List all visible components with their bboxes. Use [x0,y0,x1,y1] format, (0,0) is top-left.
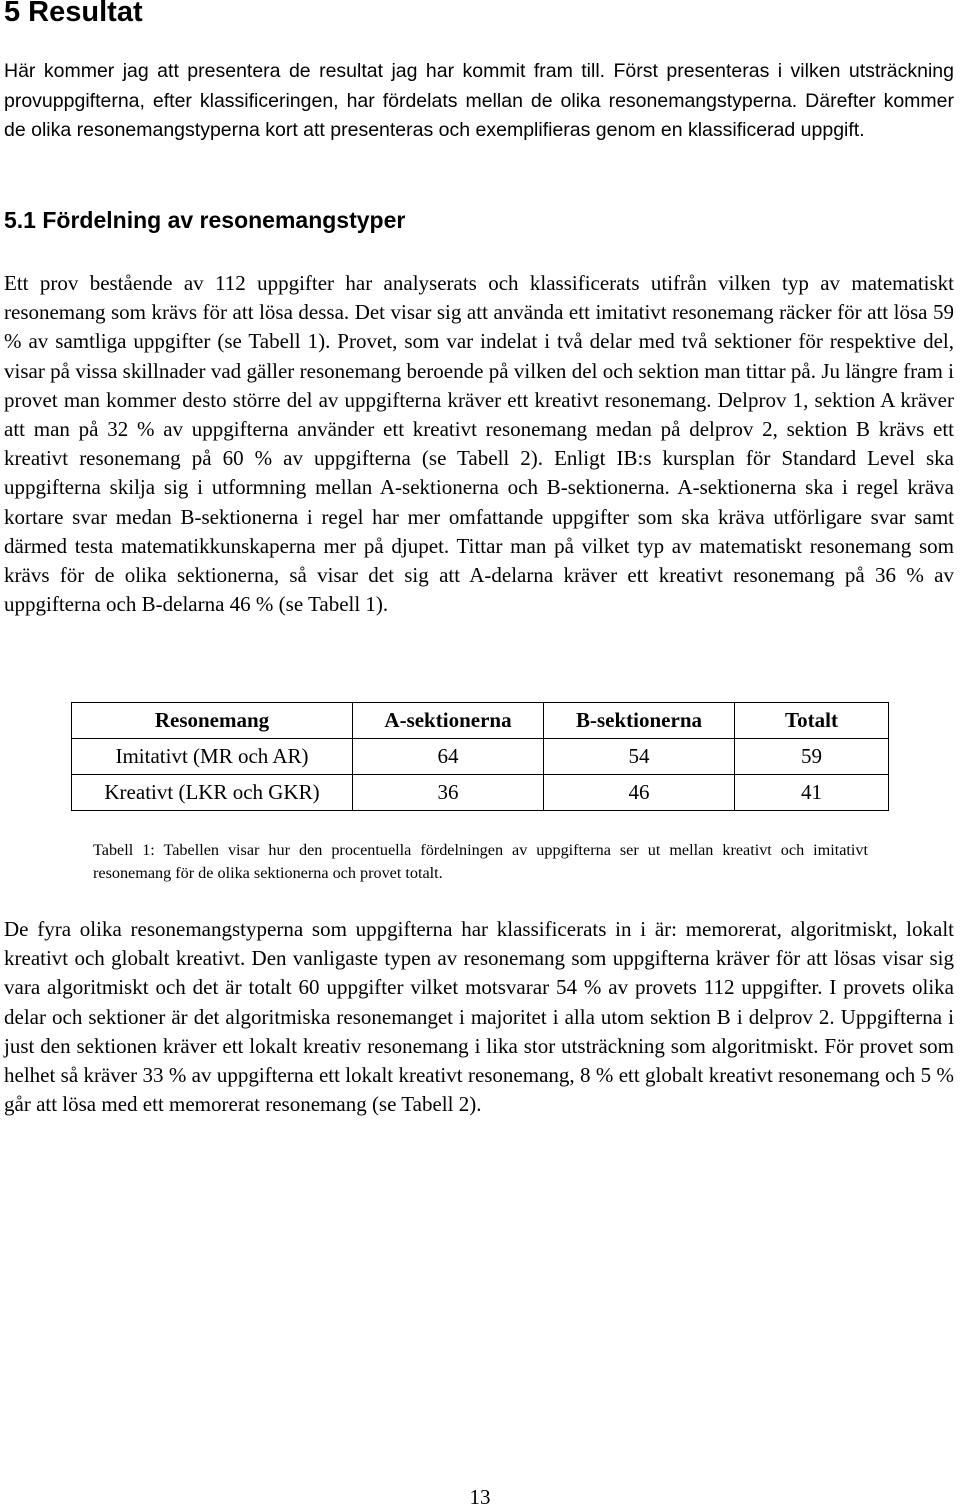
table-cell: 36 [353,775,544,811]
subsection-heading: 5.1 Fördelning av resonemangstyper [4,207,406,233]
table-header-cell: A-sektionerna [353,703,544,739]
table-row [72,775,889,811]
table-cell: 46 [544,775,735,811]
table-header-cell: Resonemang [72,703,353,739]
section-heading: 5 Resultat [4,0,143,28]
table-caption: Tabell 1: Tabellen visar hur den procentuella fördelningen av uppgifterna ser ut mellan kreativt och imitativt resonemang för de olika sektionerna och provet totalt. [93,841,868,882]
table-header-row [72,703,889,739]
table-cell: 59 [735,739,889,775]
table-cell: 41 [735,775,889,811]
body-paragraph-2: De fyra olika resonemangstyperna som uppgifterna har klassificerats in i är: memorerat, algoritmiskt, lokalt kreativt och globalt kreativt. Den vanligaste typen av resonemang som uppgifterna kräver för att lösas visar sig vara algoritmiskt och det är totalt 60 uppgifter vilket motsvarar 54 % av provets 112 uppgifter. I provets olika delar och sektioner är det algoritmiska resonemanget i majoritet i alla utom sektion B i delprov 2. Uppgifterna i just den sektionen kräver ett lokalt kreativ resonemang i lika stor utsträckning som algoritmiskt. För provet som helhet så kräver 33 % av uppgifterna ett lokalt kreativt resonemang, 8 % ett globalt kreativt resonemang och 5 % går att lösa med ett memorerat resonemang (se Tabell 2). [4,917,954,1117]
intro-paragraph: Här kommer jag att presentera de resultat jag har kommit fram till. Först presenteras i vilken utsträckning provuppgifterna, efter klassificeringen, har fördelats mellan de olika resonemangstyperna. Därefter kommer de olika resonemangstyperna kort att presenteras och exemplifieras genom en klassificerad uppgift. [4,60,954,141]
results-table [71,702,889,811]
table-cell: Imitativt (MR och AR) [72,739,353,775]
page-number: 13 [469,1485,491,1509]
table-cell: 54 [544,739,735,775]
table-cell: 64 [353,739,544,775]
table-header-cell: B-sektionerna [544,703,735,739]
table-cell: Kreativt (LKR och GKR) [72,775,353,811]
table-header-cell: Totalt [735,703,889,739]
body-paragraph-1: Ett prov bestående av 112 uppgifter har analyserats och klassificerats utifrån vilken typ av matematiskt resonemang som krävs för att lösa dessa. Det visar sig att använda ett imitativt resonemang räcker för att lösa 59 % av samtliga uppgifter (se Tabell 1). Provet, som var indelat i två delar med två sektioner för respektive del, visar på vissa skillnader vad gäller resonemang beroende på vilken del och sektion man tittar på. Ju längre fram i provet man kommer desto större del av uppgifterna kräver ett kreativt resonemang. Delprov 1, sektion A kräver att man på 32 % av uppgifterna använder ett kreativt resonemang medan på delprov 2, sektion B krävs ett kreativt resonemang på 60 % av uppgifterna (se Tabell 2). Enligt IB:s kursplan för Standard Level ska uppgifterna skilja sig i utformning mellan A-sektionerna och B-sektionerna. A-sektionerna ska i regel kräva kortare svar medan B-sektionerna i regel har mer omfattande uppgifter som ska kräva utförligare svar samt därmed testa matematikkunskaperna mer på djupet. Tittar man på vilket typ av matematiskt resonemang som krävs för de olika sektionerna, så visar det sig att A-delarna kräver ett kreativt resonemang på 36 % av uppgifterna och B-delarna 46 % (se Tabell 1). [4,271,954,617]
table-row [72,739,889,775]
